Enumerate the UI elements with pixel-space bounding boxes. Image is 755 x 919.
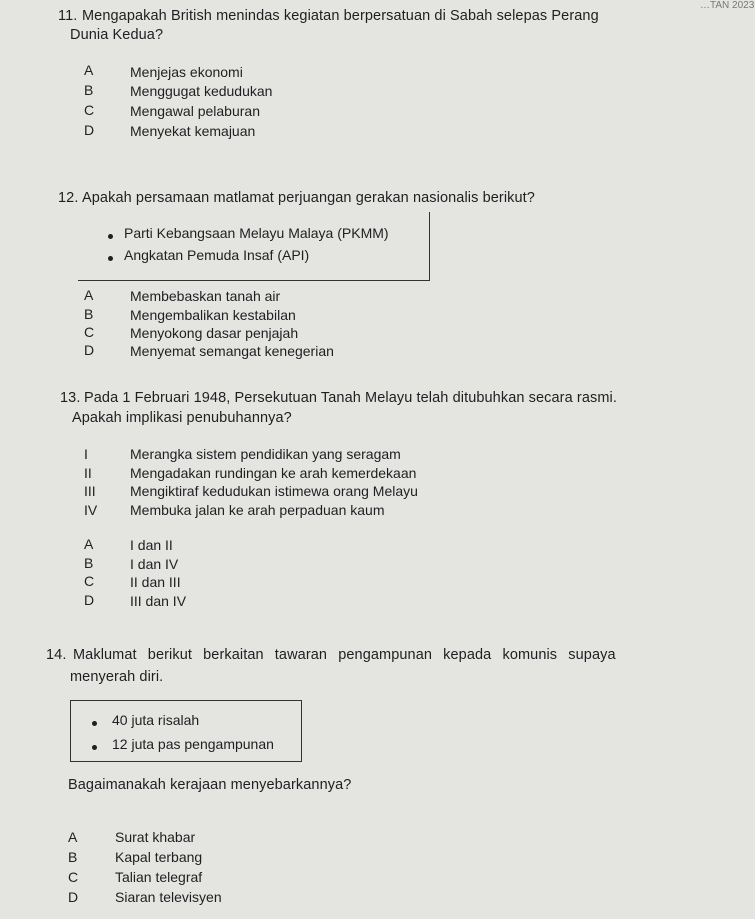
option-text: Menyemat semangat kenegerian	[130, 343, 334, 359]
option-letter: C	[84, 324, 95, 340]
option-text: Siaran televisyen	[115, 889, 222, 905]
question-number: 12.	[58, 190, 79, 206]
option-text: Mengembalikan kestabilan	[130, 307, 296, 323]
bullet-icon	[92, 721, 97, 726]
question-number: 11.	[58, 8, 78, 24]
option-letter: D	[84, 342, 95, 358]
option-text: I dan IV	[130, 556, 179, 572]
option-text: Surat khabar	[115, 829, 196, 845]
option-letter: B	[68, 849, 78, 865]
box-item: Parti Kebangsaan Melayu Malaya (PKMM)	[124, 225, 389, 241]
option-letter: A	[84, 287, 94, 303]
question-text: Mengapakah British menindas kegiatan berpersatuan di Sabah selepas Perang	[82, 8, 599, 24]
statement-roman: II	[84, 465, 92, 481]
option-text: Membebaskan tanah air	[130, 288, 281, 304]
statement-text: Mengadakan rundingan ke arah kemerdekaan	[130, 465, 417, 481]
option-text: I dan II	[130, 537, 173, 553]
question-text: Apakah implikasi penubuhannya?	[72, 410, 292, 426]
option-letter: A	[84, 536, 94, 552]
header-corner-text: …TAN 2023	[700, 0, 755, 11]
statement-roman: III	[84, 483, 96, 499]
question-text: Bagaimanakah kerajaan menyebarkannya?	[68, 777, 352, 793]
option-text: Mengawal pelaburan	[130, 103, 260, 119]
option-letter: A	[68, 829, 78, 845]
box-item: 40 juta risalah	[112, 712, 200, 728]
option-text: Menjejas ekonomi	[130, 64, 243, 80]
box-item: 12 juta pas pengampunan	[112, 736, 274, 752]
question-number: 14.	[46, 647, 67, 663]
option-letter: A	[84, 62, 94, 78]
info-box	[70, 700, 302, 762]
option-text: Menyekat kemajuan	[130, 123, 256, 139]
option-text: III dan IV	[130, 593, 187, 609]
bullet-icon	[108, 256, 113, 261]
question-text: Maklumat berikut berkaitan tawaran pengampunan kepada komunis supaya	[73, 647, 616, 663]
option-letter: B	[84, 306, 94, 322]
question-text: Dunia Kedua?	[70, 27, 164, 43]
question-text: Pada 1 Februari 1948, Persekutuan Tanah Melayu telah ditubuhkan secara rasmi.	[84, 390, 617, 406]
option-text: Talian telegraf	[115, 869, 203, 885]
option-text: II dan III	[130, 574, 181, 590]
statement-text: Merangka sistem pendidikan yang seragam	[130, 446, 401, 462]
bullet-icon	[92, 745, 97, 750]
option-letter: D	[68, 889, 79, 905]
option-text: Kapal terbang	[115, 849, 203, 865]
option-text: Menggugat kedudukan	[130, 83, 273, 99]
box-item: Angkatan Pemuda Insaf (API)	[124, 247, 310, 263]
option-letter: B	[84, 555, 94, 571]
option-text: Menyokong dasar penjajah	[130, 325, 299, 341]
question-text: Apakah persamaan matlamat perjuangan gerakan nasionalis berikut?	[82, 190, 535, 206]
option-letter: D	[84, 592, 95, 608]
option-letter: D	[84, 122, 95, 138]
bullet-icon	[108, 234, 113, 239]
statement-text: Mengiktiraf kedudukan istimewa orang Melayu	[130, 483, 418, 499]
question-text: menyerah diri.	[70, 669, 164, 685]
statement-text: Membuka jalan ke arah perpaduan kaum	[130, 502, 385, 518]
option-letter: C	[84, 102, 95, 118]
option-letter: C	[84, 573, 95, 589]
option-letter: C	[68, 869, 79, 885]
option-letter: B	[84, 82, 94, 98]
question-number: 13.	[60, 390, 81, 406]
statement-roman: IV	[84, 502, 98, 518]
statement-roman: I	[84, 446, 88, 462]
